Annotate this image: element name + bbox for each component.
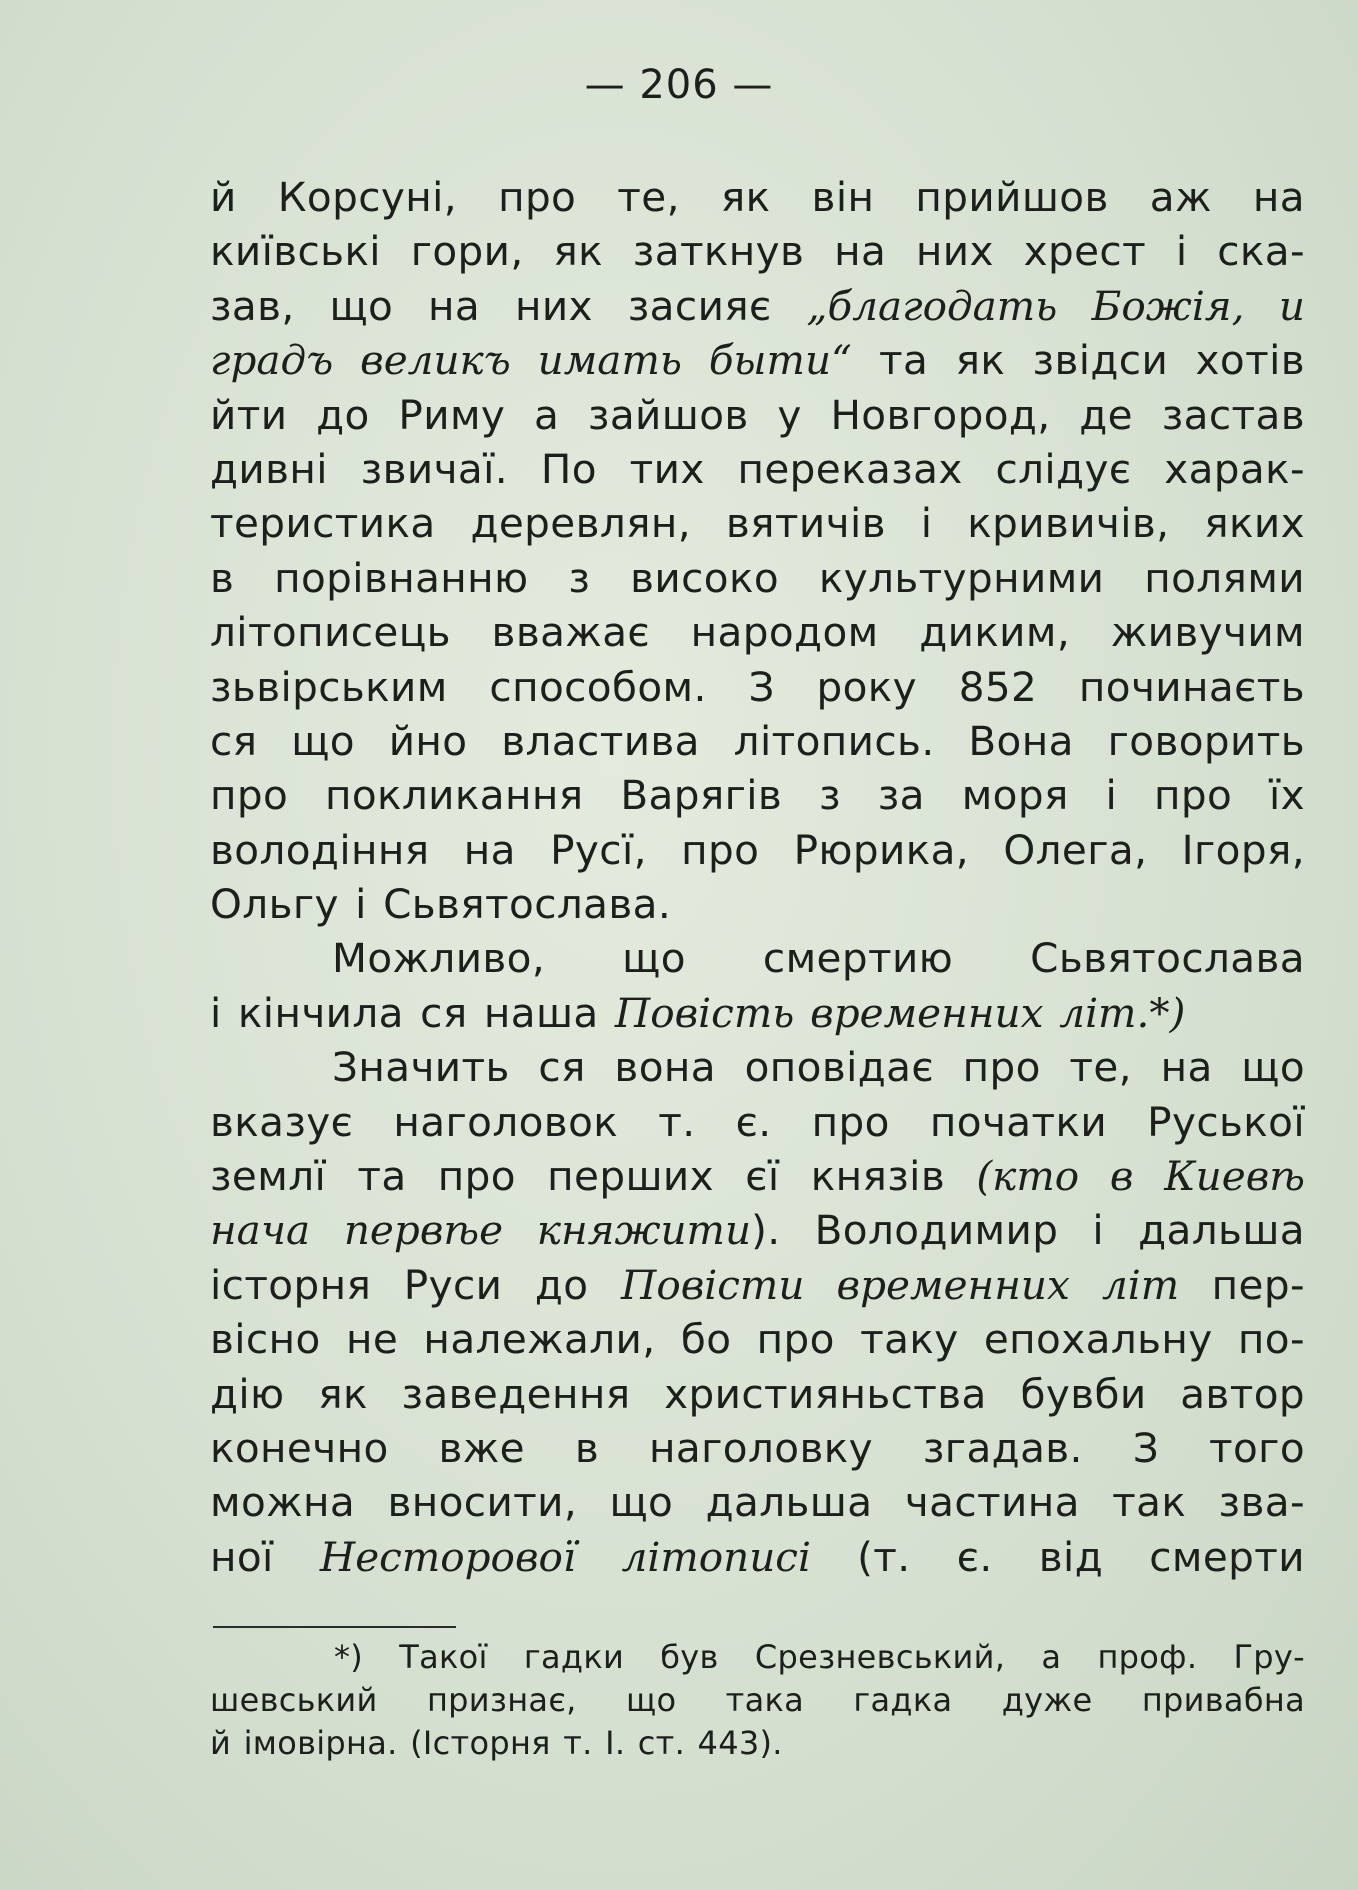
text-line — [210, 823, 1305, 877]
italic-text: Повісти временних літ — [621, 1260, 1180, 1309]
page-number: — 206 — — [584, 62, 774, 108]
text-line — [210, 1095, 1305, 1149]
italic-text: градъ великъ имать быти“ — [210, 336, 852, 385]
text-line — [210, 551, 1305, 605]
text-line — [210, 768, 1305, 822]
footnote — [210, 1636, 1305, 1765]
text-run: землї та про перших єї князів — [210, 1152, 977, 1201]
text-run: вісно не належали, бо про таку епохальну по- — [210, 1315, 1305, 1364]
text-run: ). Володимир і дальша — [751, 1206, 1305, 1255]
text-line — [210, 660, 1305, 714]
text-run: київські гори, як заткнув на них хрест і ска- — [210, 227, 1305, 276]
text-run: пер- — [1179, 1260, 1305, 1309]
text-run: та як звідси хотів — [851, 336, 1305, 385]
italic-text: Несторової літописі — [319, 1532, 811, 1581]
text-run: зав, що на них засияє — [210, 281, 807, 330]
text-line — [210, 224, 1305, 278]
italic-text: (кто в Киевѣ — [976, 1152, 1306, 1201]
text-line — [210, 1421, 1305, 1475]
text-run: в порівнанню з високо культурними полями — [210, 553, 1305, 602]
text-run: літописець вважає народом диким, живучим — [210, 608, 1305, 657]
text-run: дію як заведення християньства бувби автор — [210, 1369, 1305, 1418]
text-run: ної — [210, 1532, 320, 1581]
text-line — [210, 877, 1305, 931]
text-line — [210, 1475, 1305, 1529]
footnote-divider — [213, 1626, 456, 1628]
text-line — [210, 170, 1305, 224]
text-run: історня Руси до — [210, 1260, 622, 1309]
text-line — [210, 333, 1305, 387]
text-line — [210, 1149, 1305, 1203]
text-run: вказує наголовок т. є. про початки Руської — [210, 1097, 1305, 1146]
footnote-line: й імовірна. (Історня т. І. ст. 443). — [210, 1724, 783, 1762]
footnote-line: шевський признає, що така гадка дуже привабна — [210, 1681, 1305, 1719]
body-text — [210, 170, 1305, 1584]
text-line — [210, 279, 1305, 333]
text-run: йти до Риму а зайшов у Новгород, де застав — [210, 390, 1305, 439]
text-run: дивні звичаї. По тих переказах слідує харак- — [210, 444, 1305, 493]
text-run: володіння на Русї, про Рюрика, Олега, Ігоря, — [210, 825, 1305, 874]
text-run: й Корсуні, про те, як він прийшов аж на — [210, 173, 1305, 221]
text-line — [210, 388, 1305, 442]
text-run: Значить ся вона оповідає про те, на що — [332, 1043, 1305, 1092]
text-run: конечно вже в наголовку згадав. З того — [210, 1423, 1305, 1472]
text-line — [210, 605, 1305, 659]
text-run: Ольгу і Сьвятослава. — [210, 880, 672, 929]
text-run: (т. є. від смерти — [810, 1532, 1306, 1581]
text-run: про покликання Варягів з за моря і про їх — [210, 771, 1305, 820]
text-line — [210, 1530, 1305, 1584]
text-run: ся що йно властива літопись. Вона говорить — [210, 716, 1305, 765]
text-line — [210, 1040, 1305, 1094]
text-run: Можливо, що смертию Сьвятослава — [332, 934, 1305, 983]
text-line — [210, 1367, 1305, 1421]
text-line — [210, 442, 1305, 496]
footnote-line: *) Такої гадки був Срезневський, а проф. Гру- — [334, 1638, 1305, 1676]
text-line — [210, 931, 1305, 985]
text-line — [210, 714, 1305, 768]
text-line — [210, 986, 1305, 1040]
italic-text: Повість временних літ.*) — [614, 988, 1186, 1037]
text-line — [210, 1312, 1305, 1366]
italic-text: нача первѣе княжити — [210, 1206, 752, 1255]
text-run: зьвірським способом. З року 852 починаєть — [210, 662, 1305, 711]
text-run: і кінчила ся наша — [210, 988, 615, 1037]
text-line — [210, 496, 1305, 550]
italic-text: „благодать Божія, и — [806, 281, 1305, 330]
text-line — [210, 1258, 1305, 1312]
text-line — [210, 1203, 1305, 1257]
text-run: теристика деревлян, вятичів і кривичів, яких — [210, 499, 1305, 548]
text-run: можна вносити, що дальша частина так зва- — [210, 1478, 1305, 1527]
